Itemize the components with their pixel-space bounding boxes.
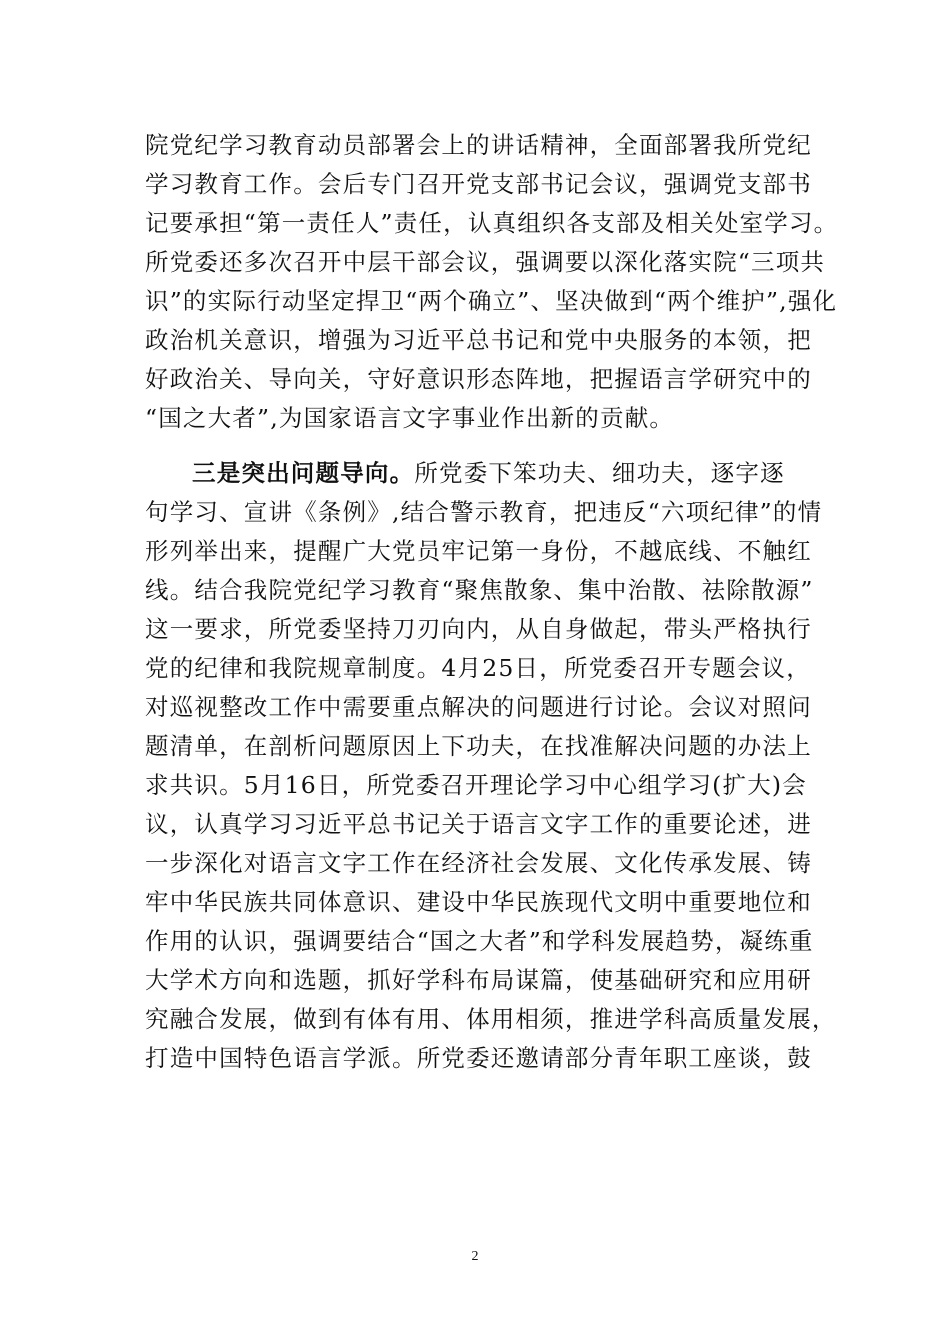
paragraph-1-line-1: 院党纪学习教育动员部署会上的讲话精神，全面部署我所党纪 (145, 131, 812, 159)
paragraph-2-line-4: 线。结合我院党纪学习教育“聚焦散象、集中治散、祛除散源” (145, 576, 814, 604)
paragraph-2-line-9: 求共识。5月16日，所党委召开理论学习中心组学习(扩大)会 (145, 771, 807, 799)
paragraph-2-line-5: 这一要求，所党委坚持刀刃向内，从自身做起，带头严格执行 (145, 615, 812, 643)
paragraph-2-line-2: 句学习、宣讲《条例》,结合警示教育，把违反“六项纪律”的情 (145, 498, 823, 526)
paragraph-2-line-3: 形列举出来，提醒广大党员牢记第一身份，不越底线、不触红 (145, 537, 812, 565)
paragraph-1-line-8: “国之大者”,为国家语言文字事业作出新的贡献。 (145, 404, 675, 432)
paragraph-2-line-12: 牢中华民族共同体意识、建设中华民族现代文明中重要地位和 (145, 888, 812, 916)
paragraph-2-line-1-text: 所党委下笨功夫、细功夫，逐字逐 (414, 459, 785, 487)
paragraph-2-line-16: 打造中国特色语言学派。所党委还邀请部分青年职工座谈，鼓 (145, 1044, 812, 1072)
paragraph-1-line-6: 政治机关意识，增强为习近平总书记和党中央服务的本领，把 (145, 326, 812, 354)
page-number: 2 (471, 1249, 479, 1264)
paragraph-2-line-15: 究融合发展，做到有体有用、体用相须，推进学科高质量发展， (145, 1005, 837, 1033)
paragraph-1-line-2: 学习教育工作。会后专门召开党支部书记会议，强调党支部书 (145, 170, 812, 198)
paragraph-2-line-7: 对巡视整改工作中需要重点解决的问题进行讨论。会议对照问 (145, 693, 812, 721)
paragraph-1-line-3: 记要承担“第一责任人”责任，认真组织各支部及相关处室学习。 (145, 209, 839, 237)
paragraph-2-line-8: 题清单，在剖析问题原因上下功夫，在找准解决问题的办法上 (145, 732, 812, 760)
paragraph-1-line-4: 所党委还多次召开中层干部会议，强调要以深化落实院“三项共 (145, 248, 826, 276)
paragraph-2-line-10: 议，认真学习习近平总书记关于语言文字工作的重要论述，进 (145, 810, 812, 838)
paragraph-2-line-1 (192, 458, 785, 488)
paragraph-2-heading: 三是突出问题导向。 (192, 459, 415, 487)
paragraph-2-line-14: 大学术方向和选题，抓好学科布局谋篇，使基础研究和应用研 (145, 966, 812, 994)
paragraph-2-line-6: 党的纪律和我院规章制度。4月25日，所党委召开专题会议， (145, 654, 811, 682)
paragraph-1-line-7: 好政治关、导向关，守好意识形态阵地，把握语言学研究中的 (145, 365, 812, 393)
paragraph-1-line-5: 识”的实际行动坚定捍卫“两个确立”、坚决做到“两个维护”,强化 (145, 287, 838, 315)
paragraph-2-line-11: 一步深化对语言文字工作在经济社会发展、文化传承发展、铸 (145, 849, 812, 877)
paragraph-2-line-13: 作用的认识，强调要结合“国之大者”和学科发展趋势，凝练重 (145, 927, 814, 955)
